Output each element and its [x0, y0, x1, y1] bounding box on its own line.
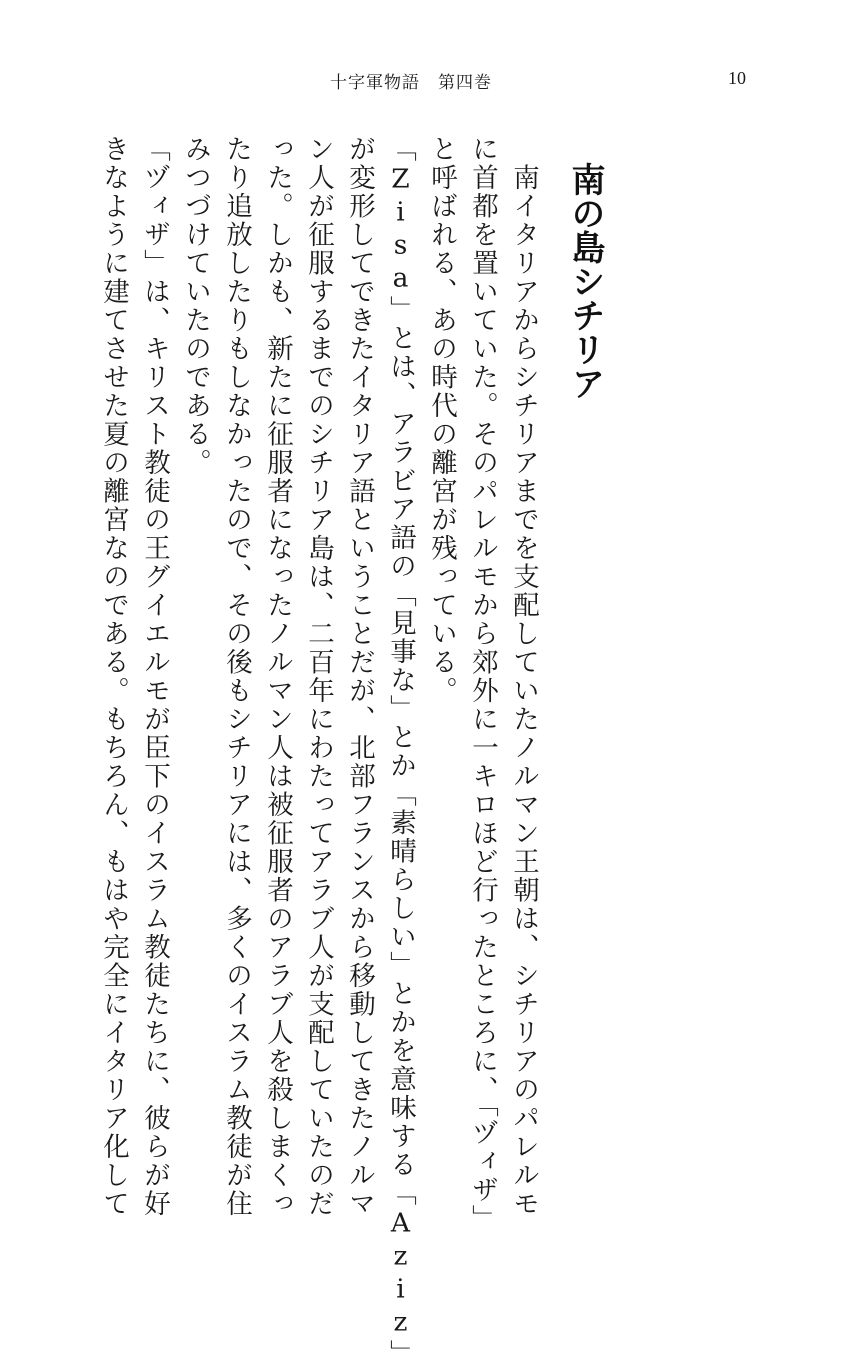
- running-head: 十字軍物語 第四巻: [330, 73, 492, 93]
- chapter-title: 南の島シチリア: [565, 162, 605, 400]
- body-line: と呼ばれる、あの時代の離宮が残っている。: [426, 135, 457, 705]
- body-line: が変形してできたイタリア語ということだが、北部フランスから移動してきたノルマ: [344, 135, 375, 1218]
- body-line: った。しかも、新たに征服者になったノルマン人は被征服者のアラブ人を殺しまくっ: [262, 135, 293, 1218]
- body-line: みつづけていたのである。: [180, 135, 211, 477]
- body-line: に首都を置いていた。そのパレルモから郊外に一キロほど行ったところに、「ヅィザ」: [467, 135, 498, 1234]
- body-line: 「Zisa」とは、アラビア語の「見事な」とか「素晴らしい」とかを意味する「Aziz」: [385, 135, 416, 1368]
- body-line: きなように建てさせた夏の離宮なのである。もちろん、もはや完全にイタリア化して: [98, 135, 129, 1218]
- body-line: ン人が征服するまでのシチリア島は、二百年にわたってアラブ人が支配していたのだ: [303, 135, 334, 1218]
- body-line: 「ヅィザ」は、キリスト教徒の王グイエルモが臣下のイスラム教徒たちに、彼らが好: [139, 135, 170, 1218]
- page-number: 10: [728, 68, 746, 88]
- body-line: たり追放したりもしなかったので、その後もシチリアには、多くのイスラム教徒が住: [221, 135, 252, 1218]
- body-line: 南イタリアからシチリアまでを支配していたノルマン王朝は、シチリアのパレルモ: [508, 135, 539, 1218]
